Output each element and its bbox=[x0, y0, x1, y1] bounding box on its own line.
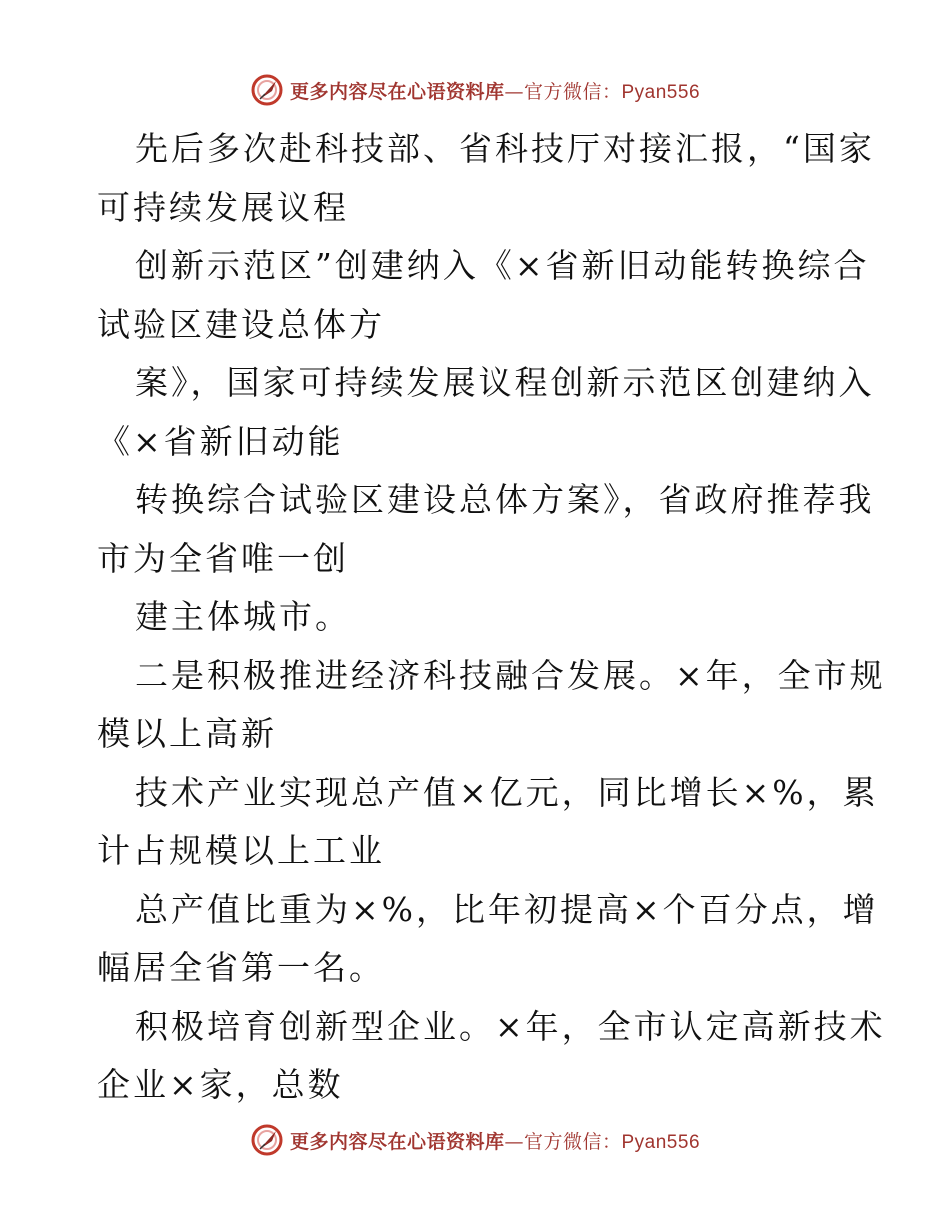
body-line: 市为全省唯一创 bbox=[97, 538, 349, 578]
quill-pen-logo-icon bbox=[250, 73, 284, 107]
body-line: 案》，国家可持续发展议程创新示范区创建纳入 bbox=[135, 363, 875, 402]
document-body bbox=[97, 120, 886, 1115]
body-line: 企业×家，总数 bbox=[97, 1065, 344, 1104]
header-banner bbox=[0, 70, 950, 110]
header-banner-text bbox=[290, 77, 700, 104]
body-line: 试验区建设总体方 bbox=[97, 304, 385, 344]
body-line: 积极培育创新型企业。×年，全市认定高新技术 bbox=[135, 1006, 886, 1046]
body-line: 技术产业实现总产值×亿元，同比增长×%，累 bbox=[135, 772, 879, 812]
header-site-text: 更多内容尽在心语资料库 bbox=[289, 80, 505, 103]
footer-banner bbox=[0, 1120, 950, 1160]
footer-handle: Pyan556 bbox=[621, 1131, 701, 1153]
footer-official-text: —官方微信： bbox=[504, 1130, 622, 1153]
body-line: 可持续发展议程 bbox=[97, 187, 349, 227]
footer-site-text: 更多内容尽在心语资料库 bbox=[289, 1130, 505, 1153]
body-line: 先后多次赴科技部、省科技厅对接汇报，“国家 bbox=[135, 129, 875, 168]
body-line: 转换综合试验区建设总体方案》，省政府推荐我 bbox=[135, 480, 875, 519]
body-line: 幅居全省第一名。 bbox=[97, 948, 385, 987]
header-official-text: —官方微信： bbox=[504, 80, 622, 103]
body-line: 建主体城市。 bbox=[135, 597, 351, 636]
footer-banner-text bbox=[290, 1127, 700, 1154]
body-line: 二是积极推进经济科技融合发展。×年，全市规 bbox=[135, 655, 886, 695]
body-line: 模以上高新 bbox=[97, 714, 277, 753]
body-line: 计占规模以上工业 bbox=[97, 831, 385, 870]
header-handle: Pyan556 bbox=[621, 81, 701, 103]
quill-pen-logo-icon bbox=[250, 1123, 284, 1157]
body-line: 总产值比重为×%，比年初提高×个百分点，增 bbox=[135, 889, 879, 929]
body-line: 《×省新旧动能 bbox=[97, 421, 344, 461]
body-line: 创新示范区”创建纳入《×省新旧动能转换综合 bbox=[135, 246, 870, 285]
